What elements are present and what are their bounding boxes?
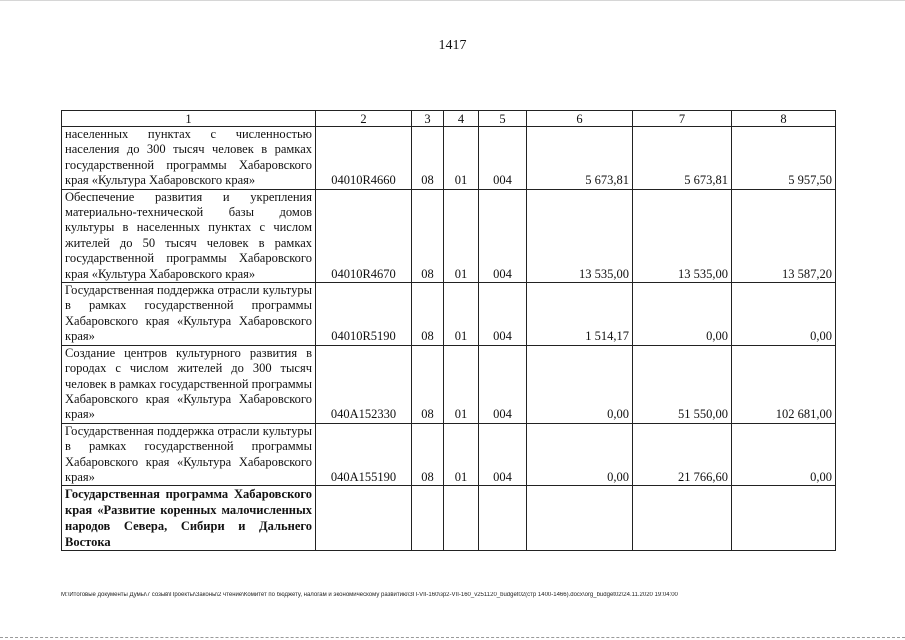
row-code-cell: 04010R4670	[316, 189, 412, 282]
row-value-col7: 51 550,00	[633, 345, 732, 423]
row-code-cell: 04010R5190	[316, 283, 412, 346]
row-value-col6	[527, 486, 633, 551]
top-edge-line	[0, 0, 905, 1]
row-section-cell	[412, 486, 444, 551]
row-value-col7: 0,00	[633, 283, 732, 346]
table-row	[62, 127, 836, 190]
header-col-2: 2	[316, 111, 412, 127]
row-value-col8: 0,00	[732, 283, 836, 346]
row-value-col6: 13 535,00	[527, 189, 633, 282]
row-section-cell: 08	[412, 127, 444, 190]
row-value-col7: 13 535,00	[633, 189, 732, 282]
row-section-cell: 08	[412, 423, 444, 486]
row-name-cell: Обеспечение развития и укрепления материально-технической базы домов культуры в населенных пунктах с числом жителей до 50 тысяч человек в рамках государственной программы Хабаровского края «Культура Хабаровского края»	[62, 189, 316, 282]
row-name-cell: населенных пунктах с численностью населения до 300 тысяч человек в рамках государственной программы Хабаровского края «Культура Хабаровского края»	[62, 127, 316, 190]
header-row	[62, 111, 836, 127]
row-value-col6: 5 673,81	[527, 127, 633, 190]
table-row	[62, 423, 836, 486]
row-value-col8: 5 957,50	[732, 127, 836, 190]
row-type-cell: 004	[479, 127, 527, 190]
row-subsection-cell: 01	[444, 189, 479, 282]
row-name-cell: Государственная поддержка отрасли культуры в рамках государственной программы Хабаровского края «Культура Хабаровского края»	[62, 423, 316, 486]
row-value-col7: 5 673,81	[633, 127, 732, 190]
row-name-cell: Создание центров культурного развития в городах с числом жителей до 300 тысяч человек в рамках государственной программы Хабаровского края «Культура Хабаровского края»	[62, 345, 316, 423]
row-value-col8	[732, 486, 836, 551]
row-code-cell	[316, 486, 412, 551]
row-value-col6: 1 514,17	[527, 283, 633, 346]
row-code-cell: 040A152330	[316, 345, 412, 423]
table-row-program-heading	[62, 486, 836, 551]
row-code-cell: 04010R4660	[316, 127, 412, 190]
page-number: 1417	[438, 38, 467, 53]
row-value-col8: 0,00	[732, 423, 836, 486]
row-subsection-cell: 01	[444, 423, 479, 486]
row-type-cell: 004	[479, 189, 527, 282]
row-type-cell: 004	[479, 423, 527, 486]
table-row	[62, 189, 836, 282]
row-value-col8: 102 681,00	[732, 345, 836, 423]
row-subsection-cell: 01	[444, 283, 479, 346]
header-col-6: 6	[527, 111, 633, 127]
header-col-1: 1	[62, 111, 316, 127]
row-value-col6: 0,00	[527, 345, 633, 423]
row-section-cell: 08	[412, 283, 444, 346]
header-col-4: 4	[444, 111, 479, 127]
bottom-edge-line	[0, 637, 905, 638]
row-code-cell: 040A155190	[316, 423, 412, 486]
footer-file-path: M:\Итоговые документы Думы\7 созыв\Проекты\Законы\2 чтение\Комитет по бюджету, налогам и экономическому развитию\ЗП-VII-160\зр2-VII-160_v251120_budget02(стр 1400-1466).docx\org_budget02\24.11.2020 19:04:00	[61, 592, 678, 598]
row-value-col7	[633, 486, 732, 551]
row-value-col8: 13 587,20	[732, 189, 836, 282]
table-row	[62, 283, 836, 346]
row-value-col6: 0,00	[527, 423, 633, 486]
row-name-cell: Государственная поддержка отрасли культуры в рамках государственной программы Хабаровского края «Культура Хабаровского края»	[62, 283, 316, 346]
row-value-col7: 21 766,60	[633, 423, 732, 486]
row-subsection-cell	[444, 486, 479, 551]
row-subsection-cell: 01	[444, 127, 479, 190]
row-type-cell	[479, 486, 527, 551]
row-type-cell: 004	[479, 345, 527, 423]
header-col-8: 8	[732, 111, 836, 127]
header-col-5: 5	[479, 111, 527, 127]
table-row	[62, 345, 836, 423]
row-type-cell: 004	[479, 283, 527, 346]
header-col-3: 3	[412, 111, 444, 127]
row-section-cell: 08	[412, 189, 444, 282]
header-col-7: 7	[633, 111, 732, 127]
row-name-cell: Государственная программа Хабаровского края «Развитие коренных малочисленных народов Севера, Сибири и Дальнего Востока	[62, 486, 316, 551]
budget-table	[61, 110, 836, 551]
row-subsection-cell: 01	[444, 345, 479, 423]
row-section-cell: 08	[412, 345, 444, 423]
